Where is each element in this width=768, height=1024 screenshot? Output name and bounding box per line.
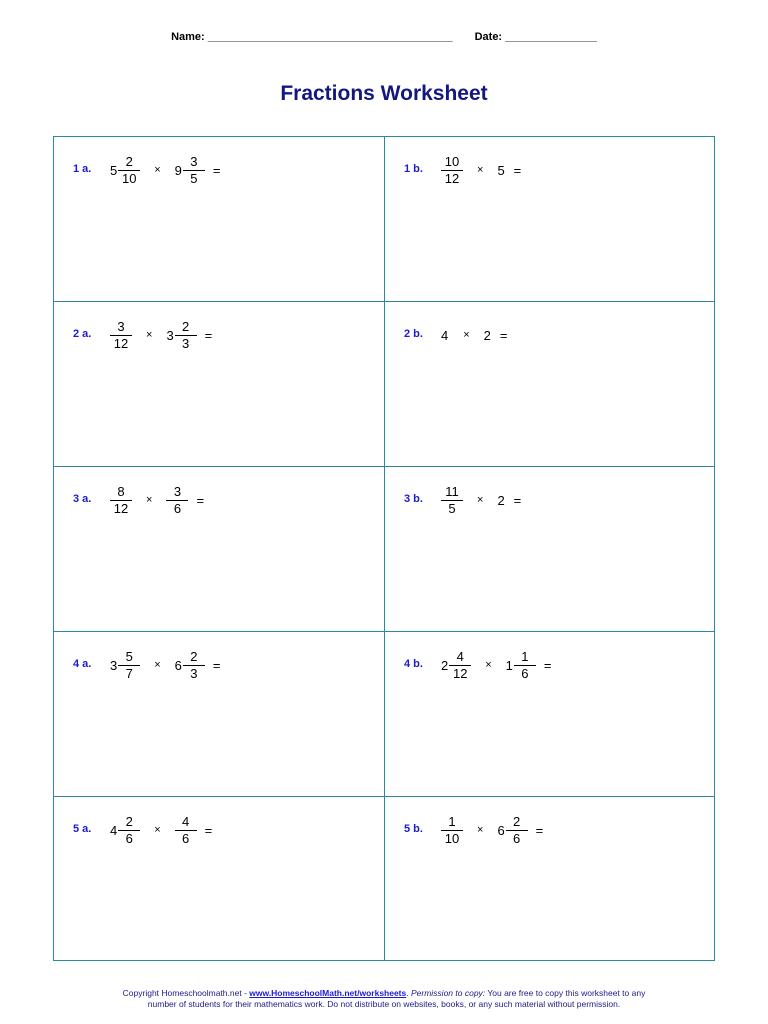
date-label: Date:	[474, 31, 503, 43]
fraction	[441, 484, 463, 517]
problem-label: 5 a.	[73, 823, 92, 835]
denominator: 6	[506, 830, 528, 847]
problem-label: 2 b.	[404, 328, 423, 340]
whole-number: 2	[497, 492, 505, 508]
equals-sign: =	[196, 492, 205, 508]
problem-expression	[110, 645, 221, 685]
footer-link[interactable]: www.HomeschoolMath.net/worksheets	[249, 988, 407, 998]
denominator: 6	[166, 500, 188, 517]
footer	[0, 988, 768, 1010]
numerator: 3	[190, 153, 198, 169]
denominator: 12	[110, 335, 132, 352]
problem-expression	[110, 150, 221, 190]
multiply-sign: ×	[154, 164, 161, 176]
equals-sign: =	[535, 822, 544, 838]
denominator: 6	[118, 830, 140, 847]
numerator: 11	[445, 483, 459, 499]
whole-number: 5	[497, 162, 505, 178]
numerator: 1	[448, 813, 456, 829]
fraction	[506, 814, 528, 847]
problem-cell	[384, 301, 714, 466]
multiply-sign: ×	[154, 824, 161, 836]
numerator: 4	[456, 648, 464, 664]
fraction	[110, 319, 132, 352]
fraction	[514, 649, 536, 682]
whole-number: 3	[166, 327, 174, 343]
denominator: 5	[441, 500, 463, 517]
numerator: 1	[521, 648, 529, 664]
problem-label: 1 a.	[73, 163, 92, 175]
name-date-line	[0, 31, 768, 43]
footer-copyright: Copyright Homeschoolmath.net -	[122, 988, 250, 998]
problem-expression	[441, 315, 508, 355]
denominator: 10	[441, 830, 463, 847]
worksheet-title: Fractions Worksheet	[280, 82, 488, 105]
whole-number: 3	[110, 657, 118, 673]
fraction	[118, 154, 140, 187]
problem-expression	[441, 810, 543, 850]
fraction	[118, 814, 140, 847]
equals-sign: =	[513, 492, 522, 508]
multiply-sign: ×	[146, 329, 153, 341]
problem-cell	[54, 301, 384, 466]
numerator: 3	[117, 318, 125, 334]
multiply-sign: ×	[146, 494, 153, 506]
numerator: 10	[444, 153, 460, 169]
fraction	[110, 484, 132, 517]
numerator: 3	[173, 483, 182, 499]
fraction	[441, 154, 463, 187]
problem-label: 4 b.	[404, 658, 423, 670]
denominator: 3	[175, 335, 197, 352]
equals-sign: =	[204, 822, 213, 838]
denominator: 3	[183, 665, 205, 682]
date-field[interactable]: _______________	[505, 31, 597, 43]
problem-label: 3 a.	[73, 493, 92, 505]
denominator: 6	[514, 665, 536, 682]
whole-number: 2	[483, 327, 491, 343]
multiply-sign: ×	[154, 659, 161, 671]
fraction	[118, 649, 140, 682]
numerator: 4	[182, 813, 190, 829]
problem-expression	[441, 645, 552, 685]
footer-link-suffix: .	[406, 988, 411, 998]
problem-cell	[54, 466, 384, 631]
problem-label: 1 b.	[404, 163, 423, 175]
denominator: 10	[118, 170, 140, 187]
denominator: 6	[175, 830, 197, 847]
whole-number: 4	[441, 327, 449, 343]
fraction	[175, 814, 197, 847]
numerator: 2	[513, 813, 521, 829]
multiply-sign: ×	[477, 494, 484, 506]
problem-label: 5 b.	[404, 823, 423, 835]
whole-number: 6	[497, 822, 505, 838]
whole-number: 6	[174, 657, 182, 673]
fraction	[166, 484, 188, 517]
whole-number: 9	[174, 162, 182, 178]
problem-cell	[54, 796, 384, 961]
equals-sign: =	[513, 162, 522, 178]
fraction	[183, 649, 205, 682]
numerator: 2	[190, 648, 198, 664]
equals-sign: =	[543, 657, 552, 673]
multiply-sign: ×	[477, 824, 484, 836]
problem-label: 4 a.	[73, 658, 92, 670]
denominator: 7	[118, 665, 140, 682]
numerator: 2	[125, 153, 133, 169]
problem-cell	[384, 631, 714, 796]
equals-sign: =	[212, 657, 221, 673]
whole-number: 2	[441, 657, 449, 673]
footer-line2: number of students for their mathematics work. Do not distribute on websites, books, or any such material without permission.	[147, 999, 621, 1009]
numerator: 2	[125, 813, 133, 829]
equals-sign: =	[204, 327, 213, 343]
problem-cell	[54, 631, 384, 796]
problem-cell	[54, 137, 384, 302]
equals-sign: =	[212, 162, 221, 178]
denominator: 12	[449, 665, 471, 682]
fraction	[183, 154, 205, 187]
problem-grid	[53, 136, 715, 961]
problem-expression	[441, 480, 521, 520]
problem-expression	[110, 810, 212, 850]
problem-expression	[441, 150, 521, 190]
whole-number: 1	[505, 657, 513, 673]
multiply-sign: ×	[477, 164, 484, 176]
problem-label: 2 a.	[73, 328, 92, 340]
fraction	[441, 814, 463, 847]
numerator: 8	[117, 483, 125, 499]
fraction	[175, 319, 197, 352]
fraction	[449, 649, 471, 682]
denominator: 5	[183, 170, 205, 187]
problem-cell	[384, 466, 714, 631]
problem-cell	[384, 137, 714, 302]
problem-label: 3 b.	[404, 493, 423, 505]
denominator: 12	[441, 170, 463, 187]
multiply-sign: ×	[485, 659, 492, 671]
equals-sign: =	[499, 327, 508, 343]
footer-permission-label: Permission to copy:	[410, 988, 486, 998]
problem-expression	[110, 315, 212, 355]
whole-number: 4	[110, 822, 118, 838]
name-field[interactable]: ________________________________________	[207, 31, 453, 43]
numerator: 5	[125, 648, 133, 664]
multiply-sign: ×	[463, 329, 470, 341]
numerator: 2	[182, 318, 190, 334]
problem-expression	[110, 480, 204, 520]
name-label: Name:	[171, 31, 205, 43]
footer-permission-text: You are free to copy this worksheet to any	[485, 988, 646, 998]
denominator: 12	[110, 500, 132, 517]
problem-cell	[384, 796, 714, 961]
whole-number: 5	[110, 162, 118, 178]
